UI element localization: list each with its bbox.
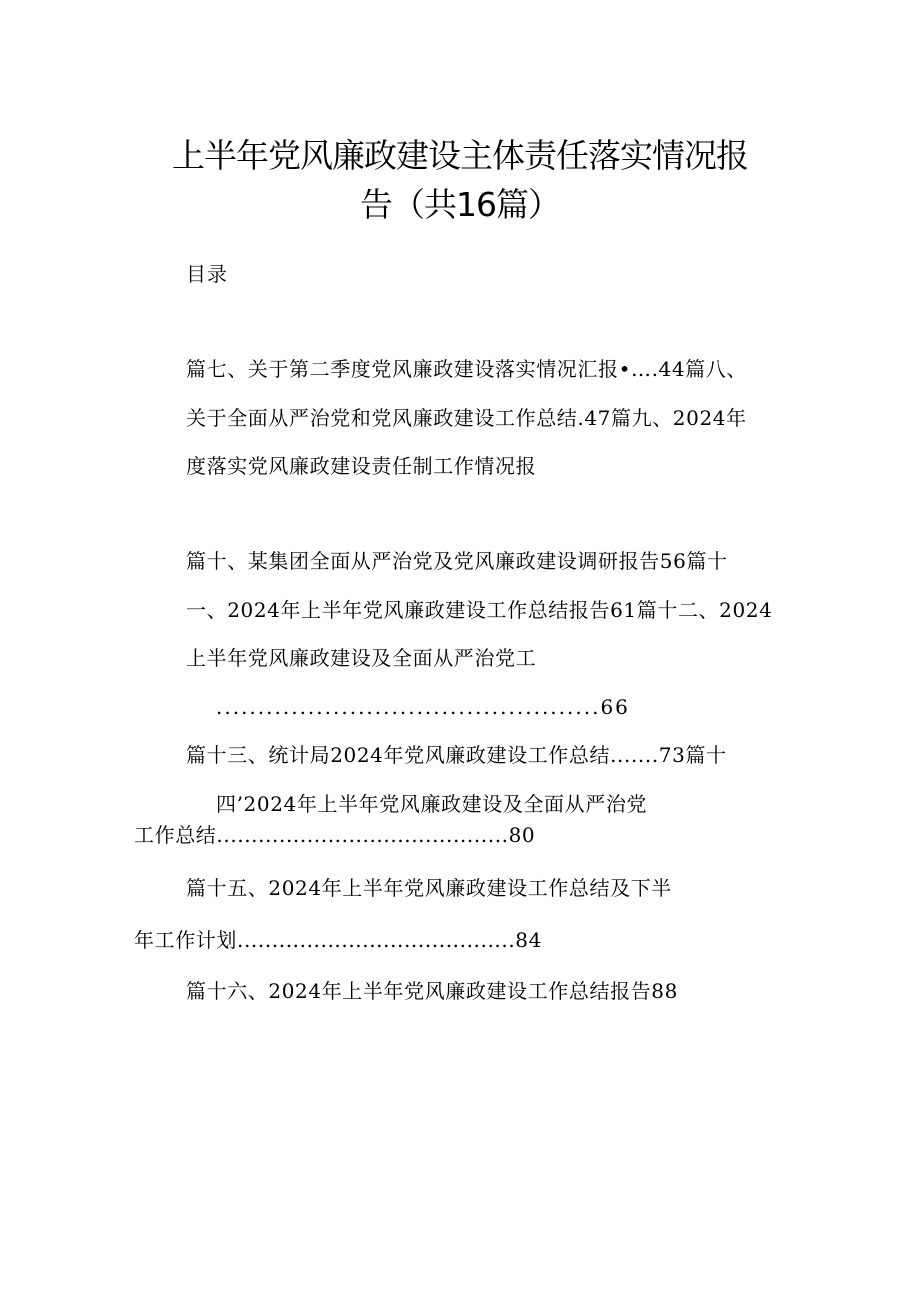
document-title-line-2: 告（共16篇） [360, 185, 560, 224]
toc-heading: 目录 [186, 262, 228, 286]
toc-line: 年工作计划........................................84 [134, 928, 542, 952]
toc-line: 四’2024年上半年党风廉政建设及全面从严治党 [216, 792, 648, 816]
toc-line: 上半年党风廉政建设及全面从严治党工 [186, 646, 537, 670]
toc-line: 一、2024年上半年党风廉政建设工作总结报告61篇十二、2024 [186, 598, 773, 622]
toc-line: 关于全面从严治党和党风廉政建设工作总结.47篇九、2024年 [186, 406, 747, 430]
toc-line: 篇十五、2024年上半年党风廉政建设工作总结及下半 [186, 876, 672, 900]
toc-dot-leader-line: ..............................................66 [216, 695, 630, 719]
toc-line: 篇七、关于第二季度党风廉政建设落实情况汇报•….44篇八、 [186, 357, 748, 381]
toc-line: 度落实党风廉政建设责任制工作情况报 [186, 454, 537, 478]
toc-line: 篇十六、2024年上半年党风廉政建设工作总结报告88 [186, 979, 678, 1003]
document-title-line-1: 上半年党风廉政建设主体责任落实情况报 [172, 136, 748, 175]
toc-line: 篇十三、统计局2024年党风廉政建设工作总结.......73篇十 [186, 743, 727, 767]
toc-line: 篇十、某集团全面从严治党及党风廉政建设调研报告56篇十 [186, 549, 728, 573]
toc-line: 工作总结..........................................80 [134, 823, 536, 847]
